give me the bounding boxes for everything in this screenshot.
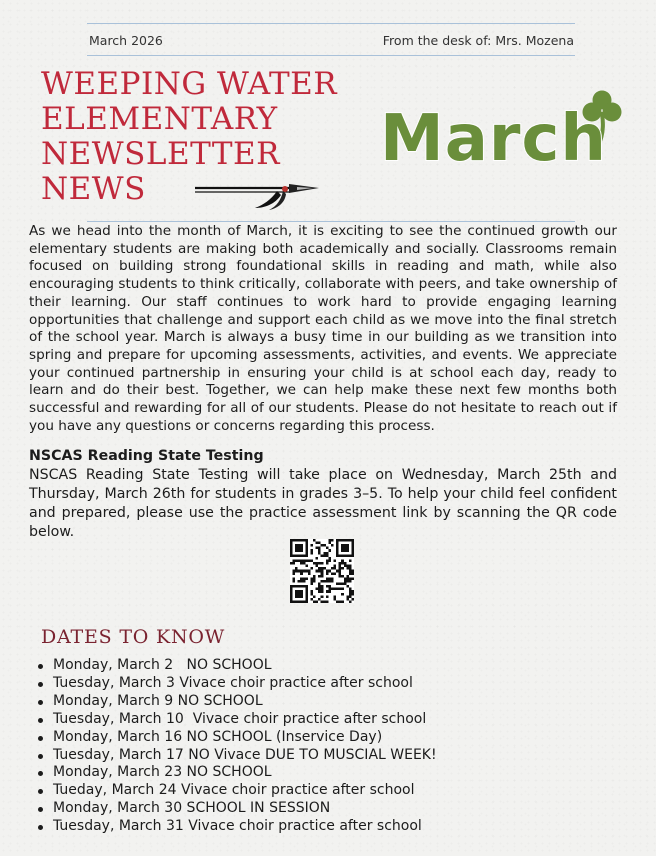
date-item: Tuesday, March 10 Vivace choir practice after school bbox=[35, 711, 437, 729]
date-item: Tueday, March 24 Vivace choir practice after school bbox=[35, 782, 437, 800]
testing-heading: NSCAS Reading State Testing bbox=[29, 448, 264, 464]
march-word: March bbox=[380, 102, 607, 172]
newsletter-date: March 2026 bbox=[89, 33, 163, 48]
date-item: Tuesday, March 3 Vivace choir practice after school bbox=[35, 675, 437, 693]
section-rule bbox=[87, 221, 575, 222]
newsletter-author: From the desk of: Mrs. Mozena bbox=[382, 33, 574, 48]
title-line-4: NEWS bbox=[41, 171, 146, 207]
date-item: Monday, March 16 NO SCHOOL (Inservice Day) bbox=[35, 729, 437, 747]
date-item: Monday, March 2 NO SCHOOL bbox=[35, 657, 437, 675]
dates-list bbox=[35, 657, 437, 836]
header-rule-bottom bbox=[87, 55, 575, 56]
date-item: Monday, March 9 NO SCHOOL bbox=[35, 693, 437, 711]
header-rule-top bbox=[87, 23, 575, 24]
march-banner bbox=[378, 82, 628, 172]
intro-paragraph: As we head into the month of March, it is exciting to see the continued growth our elementary students are making both academically and socially. Classrooms remain focused on building strong foundational skills in reading and math, while also encouraging students to think critically, collaborate with peers, and take ownership of their learning. Our staff continues to work hard to provide engaging learning opportunities that challenge and support each child as we move into the final stretch of the school year. March is always a busy time in our building as we transition into spring and prepare for upcoming assessments, activities, and events. We appreciate your continued partnership in ensuring your child is at school each day, ready to learn and do their best. Together, we can help make these next few months both successful and rewarding for all of our students. Please do not hesitate to reach out if you have any questions or concerns regarding this process. bbox=[29, 223, 617, 434]
arrow-icon bbox=[193, 178, 325, 212]
date-item: Monday, March 23 NO SCHOOL bbox=[35, 764, 437, 782]
title-line-3: NEWSLETTER bbox=[41, 136, 280, 172]
date-item: Monday, March 30 SCHOOL IN SESSION bbox=[35, 800, 437, 818]
title-line-2: ELEMENTARY bbox=[41, 101, 278, 137]
dates-heading: DATES TO KNOW bbox=[41, 626, 226, 648]
date-item: Tuesday, March 31 Vivace choir practice after school bbox=[35, 818, 437, 836]
qr-code[interactable] bbox=[290, 539, 354, 603]
testing-paragraph: NSCAS Reading State Testing will take place on Wednesday, March 25th and Thursday, March 26th for students in grades 3–5. To help your child feel confident and prepared, please use the practice assessment link by scanning the QR code below. bbox=[29, 467, 617, 540]
title-line-1: WEEPING WATER bbox=[41, 66, 338, 102]
date-item: Tuesday, March 17 NO Vivace DUE TO MUSCIAL WEEK! bbox=[35, 747, 437, 765]
